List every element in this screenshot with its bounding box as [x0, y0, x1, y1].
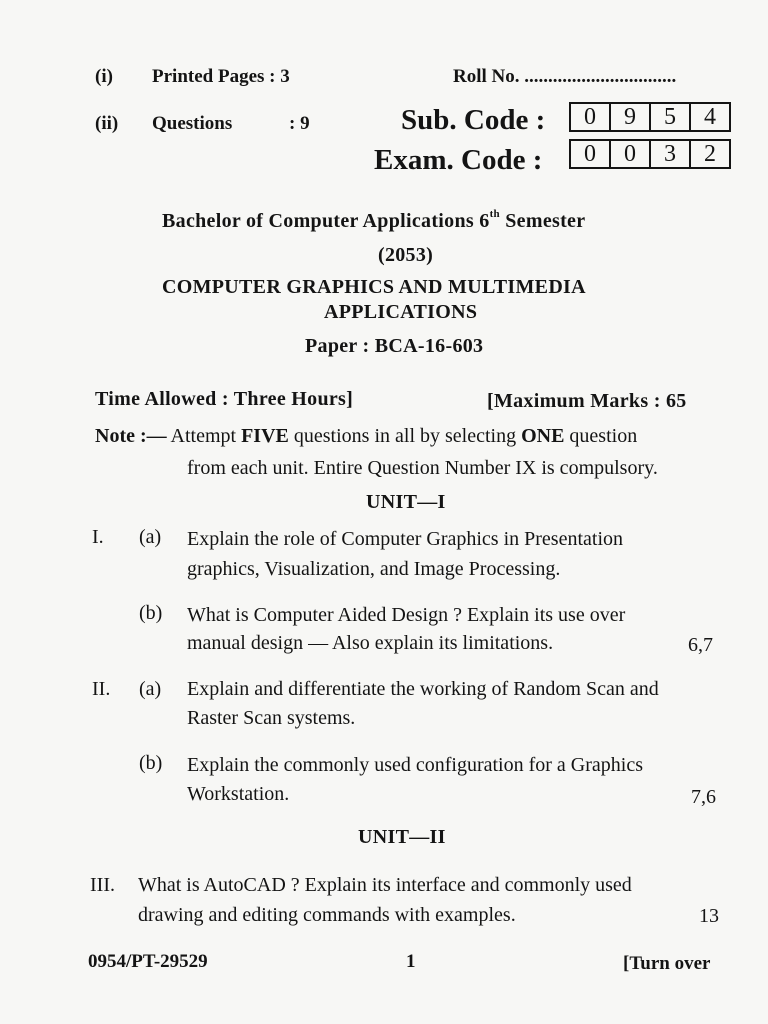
sub-code-digit: 5	[649, 104, 689, 130]
q1-number: I.	[92, 526, 104, 548]
q2-marks: 7,6	[691, 786, 716, 808]
maximum-marks: [Maximum Marks : 65	[487, 390, 687, 412]
q1b-label: (b)	[139, 602, 163, 624]
year: (2053)	[378, 244, 434, 266]
q2a-label: (a)	[139, 678, 162, 700]
sub-code-label: Sub. Code :	[401, 104, 546, 136]
paper-code: Paper : BCA-16-603	[305, 335, 484, 357]
questions-label: Questions	[152, 113, 233, 134]
exam-code-digit: 0	[584, 141, 596, 167]
q1b-line-1: What is Computer Aided Design ? Explain its use over	[187, 604, 626, 626]
sub-code-digit: 4	[689, 104, 729, 130]
q3-number: III.	[90, 874, 115, 896]
q3-line-1: What is AutoCAD ? Explain its interface and commonly used	[138, 874, 632, 896]
q2b-label: (b)	[139, 752, 163, 774]
q2-number: II.	[92, 678, 111, 700]
sub-code-digit: 9	[609, 104, 649, 130]
page-number: 1	[406, 951, 416, 972]
exam-code-boxes	[569, 139, 731, 169]
exam-code-digit: 0	[609, 141, 649, 167]
item-ii-number: (ii)	[95, 113, 119, 134]
subject-line-2: APPLICATIONS	[324, 301, 478, 323]
unit-2-heading: UNIT—II	[358, 826, 446, 848]
q2a-line-2: Raster Scan systems.	[187, 707, 356, 729]
item-i-number: (i)	[95, 66, 113, 87]
printed-pages: Printed Pages : 3	[152, 66, 290, 87]
q1a-line-2: graphics, Visualization, and Image Processing.	[187, 558, 561, 580]
sub-code-digit: 0	[584, 104, 596, 130]
q3-line-2: drawing and editing commands with examples.	[138, 904, 516, 926]
questions-count: : 9	[289, 113, 310, 134]
note: Note :— Attempt FIVE questions in all by selecting ONE question	[95, 425, 638, 447]
q3-marks: 13	[699, 905, 719, 927]
exam-code-digit: 2	[689, 141, 729, 167]
time-allowed: Time Allowed : Three Hours]	[95, 388, 354, 410]
subject-line-1: COMPUTER GRAPHICS AND MULTIMEDIA	[162, 276, 586, 298]
sub-code-boxes	[569, 102, 731, 132]
course-title: Bachelor of Computer Applications 6th Semester	[162, 208, 586, 232]
exam-code-digit: 3	[649, 141, 689, 167]
q2a-line-1: Explain and differentiate the working of Random Scan and	[187, 678, 659, 700]
roll-no: Roll No. ................................	[453, 66, 677, 87]
q1a-line-1: Explain the role of Computer Graphics in Presentation	[187, 528, 624, 550]
note-line-2: from each unit. Entire Question Number IX is compulsory.	[187, 457, 658, 479]
q2b-line-1: Explain the commonly used configuration for a Graphics	[187, 754, 643, 776]
footer-code: 0954/PT-29529	[88, 951, 208, 972]
q2b-line-2: Workstation.	[187, 783, 290, 805]
exam-code-label: Exam. Code :	[374, 144, 543, 176]
q1b-line-2: manual design — Also explain its limitations.	[187, 632, 554, 654]
q1a-label: (a)	[139, 526, 162, 548]
q1-marks: 6,7	[688, 634, 713, 656]
turn-over: [Turn over	[623, 953, 711, 974]
unit-1-heading: UNIT—I	[366, 491, 446, 513]
